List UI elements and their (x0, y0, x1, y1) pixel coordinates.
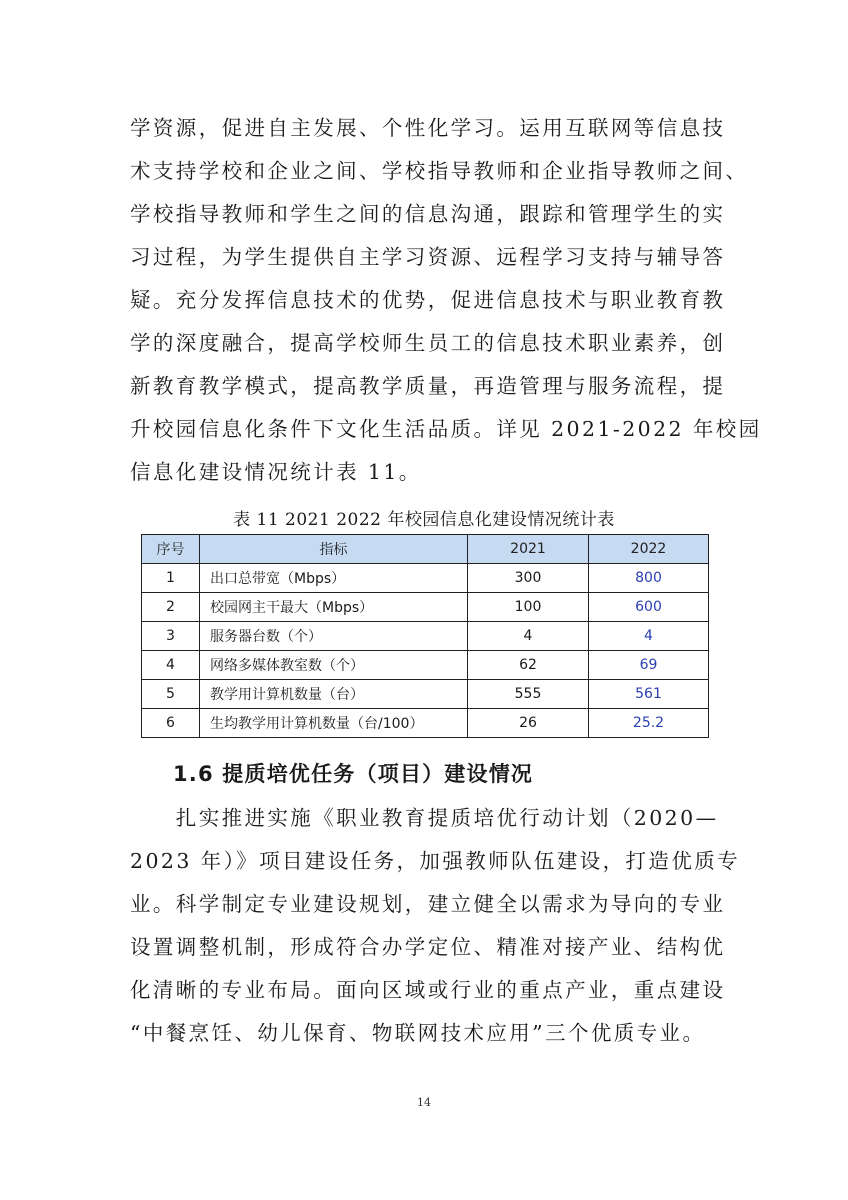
row-indicator: 教学用计算机数量（台） (200, 680, 468, 709)
row-value-2022: 561 (589, 680, 709, 709)
body-paragraph-2 (130, 797, 741, 1055)
row-value-2021: 26 (468, 709, 589, 738)
row-index: 6 (142, 709, 200, 738)
row-indicator: 出口总带宽（Mbps） (200, 564, 468, 593)
row-indicator: 生均教学用计算机数量（台/100） (200, 709, 468, 738)
row-indicator: 服务器台数（个） (200, 622, 468, 651)
row-value-2021: 555 (468, 680, 589, 709)
row-value-2022: 25.2 (589, 709, 709, 738)
table-row (142, 593, 709, 622)
page-number: 14 (417, 1096, 431, 1109)
row-index: 4 (142, 651, 200, 680)
header-indicator: 指标 (200, 535, 468, 564)
row-value-2022: 4 (589, 622, 709, 651)
row-index: 1 (142, 564, 200, 593)
text-line: 扎实推进实施《职业教育提质培优行动计划（2020— (130, 806, 719, 830)
row-value-2022: 800 (589, 564, 709, 593)
text-line: 设置调整机制，形成符合办学定位、精准对接产业、结构优 (130, 935, 726, 959)
it-construction-statistics-table (141, 534, 709, 738)
row-indicator: 校园网主干最大（Mbps） (200, 593, 468, 622)
row-value-2021: 4 (468, 622, 589, 651)
row-index: 3 (142, 622, 200, 651)
text-line: “中餐烹饪、幼儿保育、物联网技术应用”三个优质专业。 (130, 1021, 706, 1045)
text-line: 升校园信息化条件下文化生活品质。详见 2021-2022 年校园 (130, 417, 762, 441)
row-value-2021: 100 (468, 593, 589, 622)
body-paragraph-1 (130, 107, 762, 494)
section-heading: 1.6 提质培优任务（项目）建设情况 (173, 762, 534, 786)
row-value-2021: 62 (468, 651, 589, 680)
text-line: 术支持学校和企业之间、学校指导教师和企业指导教师之间、 (130, 159, 749, 183)
text-line: 新教育教学模式，提高教学质量，再造管理与服务流程，提 (130, 374, 726, 398)
text-line: 化清晰的专业布局。面向区域或行业的重点产业，重点建设 (130, 978, 726, 1002)
table-caption: 表 11 2021 2022 年校园信息化建设情况统计表 (233, 510, 615, 530)
text-line: 习过程，为学生提供自主学习资源、远程学习支持与辅导答 (130, 245, 726, 269)
header-2022: 2022 (589, 535, 709, 564)
text-line: 学资源，促进自主发展、个性化学习。运用互联网等信息技 (130, 116, 726, 140)
text-line: 学的深度融合，提高学校师生员工的信息技术职业素养，创 (130, 331, 726, 355)
table-row (142, 709, 709, 738)
text-line: 业。科学制定专业建设规划，建立健全以需求为导向的专业 (130, 892, 726, 916)
table-row (142, 651, 709, 680)
table-header-row (142, 535, 709, 564)
text-line: 信息化建设情况统计表 11。 (130, 460, 422, 484)
row-value-2022: 69 (589, 651, 709, 680)
row-index: 2 (142, 593, 200, 622)
row-value-2022: 600 (589, 593, 709, 622)
text-line: 疑。充分发挥信息技术的优势，促进信息技术与职业教育教 (130, 288, 726, 312)
header-index: 序号 (142, 535, 200, 564)
table-row (142, 622, 709, 651)
header-2021: 2021 (468, 535, 589, 564)
row-value-2021: 300 (468, 564, 589, 593)
row-index: 5 (142, 680, 200, 709)
text-line: 学校指导教师和学生之间的信息沟通，跟踪和管理学生的实 (130, 202, 726, 226)
row-indicator: 网络多媒体教室数（个） (200, 651, 468, 680)
table-row (142, 564, 709, 593)
text-line: 2023 年）》项目建设任务，加强教师队伍建设，打造优质专 (130, 849, 741, 873)
table-row (142, 680, 709, 709)
